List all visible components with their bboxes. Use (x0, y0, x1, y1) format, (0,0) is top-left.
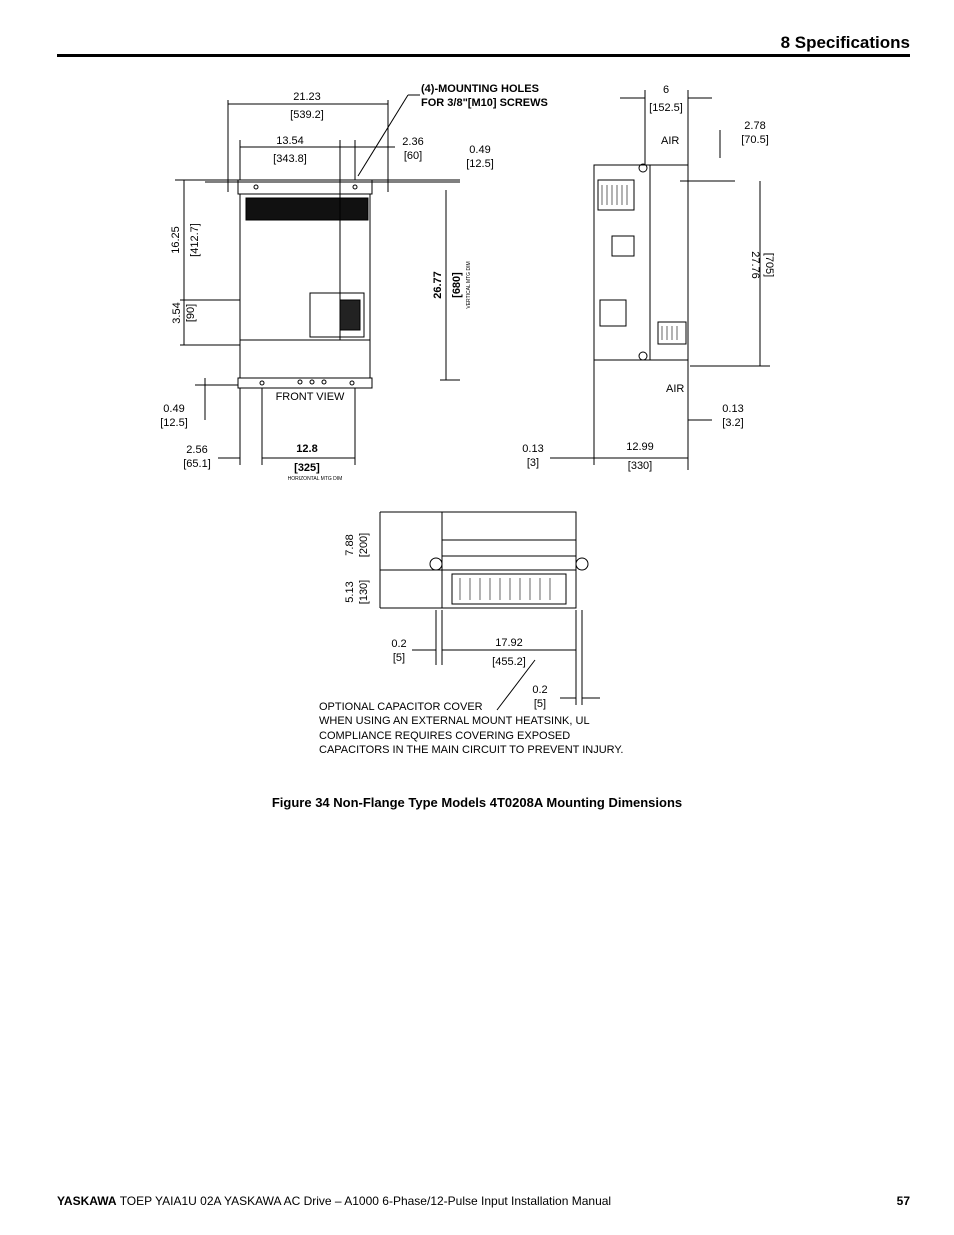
air-bottom-label: AIR (666, 383, 685, 395)
dim-26-77: 26.77 (432, 271, 444, 299)
dim-2-36: 2.36 (402, 136, 424, 148)
dim-130: [130] (358, 579, 370, 605)
vertical-mtg-dim: VERTICAL MTG DIM (466, 261, 472, 309)
dim-539-2: [539.2] (290, 109, 324, 121)
dim-343-8: [343.8] (273, 153, 307, 165)
dim-152-5: [152.5] (649, 102, 683, 114)
dim-65-1: [65.1] (183, 458, 211, 470)
dim-2-56: 2.56 (186, 444, 208, 456)
horizontal-mtg-dim: HORIZONTAL MTG DIM (287, 476, 343, 482)
dim-21-23: 21.23 (293, 91, 321, 103)
front-view-label: FRONT VIEW (275, 391, 345, 403)
dim-top-12-5: [12.5] (466, 158, 494, 170)
dim-bottom-12-5: [12.5] (160, 417, 188, 429)
mounting-holes-line2: FOR 3/8"[M10] SCREWS (421, 97, 548, 109)
dim-60: [60] (403, 150, 423, 162)
dim-0-2-left: 0.2 (391, 638, 407, 650)
dim-0-13-left: 0.13 (522, 443, 544, 455)
footer-brand: YASKAWA (57, 1194, 117, 1208)
figure-caption: Figure 34 Non-Flange Type Models 4T0208A Mounting Dimensions (271, 795, 683, 810)
dim-6: 6 (662, 84, 670, 96)
dim-325: [325] (294, 462, 320, 474)
dim-200: [200] (358, 532, 370, 558)
footer-doc-title: TOEP YAIA1U 02A YASKAWA AC Drive – A1000 6-Phase/12-Pulse Input Installation Manual (116, 1194, 612, 1208)
dim-3: [3] (526, 457, 540, 469)
dim-0-13-right: 0.13 (722, 403, 744, 415)
page-number: 57 (896, 1194, 910, 1208)
dim-top-0-49: 0.49 (469, 144, 491, 156)
dim-2-78: 2.78 (744, 120, 766, 132)
note-line1: OPTIONAL CAPACITOR COVER (319, 701, 483, 713)
dim-705: [705] (763, 252, 775, 278)
dim-27-76: 27.76 (749, 251, 761, 279)
dim-455-2: [455.2] (492, 656, 526, 668)
dim-5-right: [5] (533, 698, 547, 710)
dim-5-13: 5.13 (344, 581, 356, 603)
air-top-label: AIR (661, 135, 680, 147)
section-title: 8 Specifications (780, 33, 910, 52)
dim-680: [680] (451, 272, 463, 298)
dim-3-54: 3.54 (171, 302, 183, 324)
mounting-holes-line1: (4)-MOUNTING HOLES (421, 83, 539, 95)
page-footer (57, 1194, 910, 1208)
note-line4: CAPACITORS IN THE MAIN CIRCUIT TO PREVENT INJURY. (319, 744, 624, 756)
dim-12-8: 12.8 (296, 443, 318, 455)
dim-70-5: [70.5] (741, 134, 769, 146)
dim-3-2: [3.2] (722, 417, 744, 429)
dim-17-92: 17.92 (495, 637, 523, 649)
dim-412-7: [412.7] (189, 223, 201, 257)
note-line3: COMPLIANCE REQUIRES COVERING EXPOSED (319, 730, 571, 742)
dim-330: [330] (627, 460, 653, 472)
dim-90: [90] (185, 303, 197, 323)
dim-12-99: 12.99 (626, 441, 654, 453)
dim-7-88: 7.88 (344, 534, 356, 556)
dim-16-25: 16.25 (170, 226, 182, 254)
note-line2: WHEN USING AN EXTERNAL MOUNT HEATSINK, UL (319, 715, 590, 727)
dim-5-left: [5] (392, 652, 406, 664)
dim-0-2-right: 0.2 (532, 684, 548, 696)
dim-bottom-0-49: 0.49 (163, 403, 185, 415)
dim-13-54: 13.54 (276, 135, 304, 147)
